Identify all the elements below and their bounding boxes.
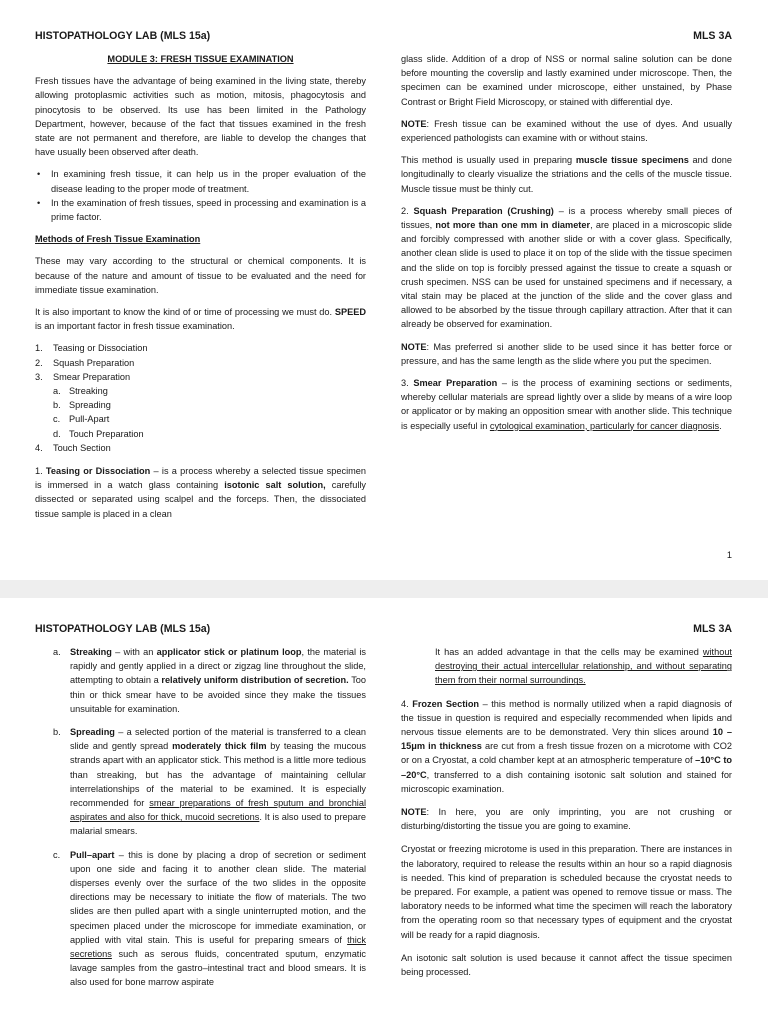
bullet-item: • In the examination of fresh tissues, speed in processing and examination is a prime factor.	[51, 196, 366, 224]
streaking-item: a. Streaking – with an applicator stick or platinum loop, the material is rapidly and gently applied in a direct or zigzag line throughout the slide, attempting to obtain a relatively uniform distribution of secretion. Too thin or thick smear have to be avoided since they make the tissues unsuitable for examination.	[53, 647, 367, 714]
right-column	[401, 52, 732, 441]
page-header-right: MLS 3A	[693, 30, 732, 42]
list-item: 4. Touch Section	[35, 442, 111, 453]
page-separator	[0, 580, 768, 598]
module-title: MODULE 3: FRESH TISSUE EXAMINATION	[107, 54, 294, 64]
list-item: a. Streaking	[53, 386, 108, 397]
note-paragraph: NOTE: Mas preferred si another slide to be used since it has better force or pressure, and has the same length as the slide where you put the specimen.	[401, 341, 732, 366]
page-header-left: HISTOPATHOLOGY LAB (MLS 15a)	[35, 623, 211, 635]
spreading-item: b. Spreading – a selected portion of the material is transferred to a clean slide and gently spread moderately thick film by teasing the mucous strands apart with an applicator stick. This method is a little more tedious than streaking, but has the advantage of maintaining cellular interrelationships of the material to be examined. It is especially recommended for smear preparations of fresh sputum and bronchial aspirates and also for thick, mucoid secretions. It is also used to prepare malarial smears.	[53, 727, 367, 837]
frozen-section-paragraph: 4. Frozen Section – this method is normally utilized when a rapid diagnosis of the tissue in question is required and especially recommended when lipids and nervous tissue elements are to be demonstrated. Very thin slices around 10 – 15μm in thickness are cut from a fresh tissue frozen on a microtome with CO2 or on a Cryostat, a cold chamber kept at an atmospheric temperature of –10°C to –20°C, transferred to a dish containing isotonic salt solution and stained for microscopic examination.	[401, 698, 732, 794]
methods-list	[35, 341, 366, 455]
section-title: Methods of Fresh Tissue Examination	[35, 234, 201, 245]
speed-paragraph: It is also important to know the kind of or time of processing we must do. SPEED is an important factor in fresh tissue examination.	[35, 307, 366, 332]
glass-slide-paragraph: glass slide. Addition of a drop of NSS or normal saline solution can be done before mounting the coverslip and lastly examined under microscope. Then, the specimen can be examined under microscope, either unstained, by Phase Contrast or Bright Field Microscopy, or stained with differential dye.	[401, 54, 732, 107]
bullet-item: • In examining fresh tissue, it can help us in the proper evaluation of the disease leading to the proper mode of treatment.	[51, 167, 366, 195]
list-item: 3. Smear Preparation	[35, 371, 131, 382]
isotonic-paragraph: An isotonic salt solution is used because it cannot affect the tissue specimen being processed.	[401, 952, 732, 978]
smear-paragraph: 3. Smear Preparation – is the process of examining sections or sediments, whereby cellular materials are spread lightly over a slide by means of a wire loop or applicator or by making an opposition smear with another slide. This technique is especially useful in cytological examination, particularly for cancer diagnosis.	[401, 378, 733, 431]
methods-paragraph: These may vary according to the structural or chemical components. It is because of the nature and amount of tissue to be evaluated and the need for immediate tissue examination.	[35, 256, 366, 295]
squash-paragraph: 2. Squash Preparation (Crushing) – is a process whereby small pieces of tissues, not more than one mm in diameter, are placed in a microscopic slide and forcibly compressed with another slide or with a cover glass. Specifically, another clean slide is used to place it on top of the slide with the tissue specimen and the slide on top is forcibly pressed against the tissue to create a squash or crush specimen. NSS can be used for unstained specimens and if necessary, a vital stain may be placed at the junction of the slide and the cover glass and allowed to be absorbed by the tissue through capillary attraction. After that it can already be observed for examination.	[401, 205, 733, 330]
list-item: 1. Teasing or Dissociation	[35, 343, 148, 354]
pull-apart-item: c. Pull–apart – this is done by placing a drop of secretion or sediment upon one side and facing it to another clean slide. The material disperses evenly over the surface of the two slides in the opposite directions may be necessary to initiate the flow of materials. The two slides are then pulled apart with a single uninterrupted motion, and the specimen placed under the microscope for immediate examination, or applied with vital stain. This is useful for preparing smears of thick secretions such as serous fluids, concentrated sputum, enzymatic lavage samples from the gastro–intestinal tract and blood smears. It is also used for bone marrow aspirate	[53, 849, 366, 988]
note-paragraph: NOTE: In here, you are only imprinting, you are not crushing or disturbing/distorting the tissue you are going to examine.	[401, 807, 732, 832]
list-item: d. Touch Preparation	[53, 428, 144, 439]
intro-paragraph: Fresh tissues have the advantage of being examined in the living state, thereby allowing protoplasmic activities such as motion, mitosis, phagocytosis and pinocytosis to be observed. Its use has been limited in the Pathology Department, however, because of the fact that tissues examined in the fresh state are not permanent and therefore, are liable to develop the changes that have usually been observed after death.	[35, 76, 366, 158]
left-column	[35, 52, 366, 529]
cryostat-paragraph: Cryostat or freezing microtome is used in this preparation. There are instances in the laboratory, required to release the results within an hour so a rapid diagnosis is needed. This kind of preparation is scheduled because the cryostat needs to be prepared. For example, a patient was opened to remove tissue or mass. The laboratory needs to be informed what time the specimen will reach the laboratory from the operating room so that necessary types of equipment and the cryostat will be ready for a rapid diagnosis.	[401, 844, 732, 940]
list-item: 2. Squash Preparation	[35, 357, 135, 368]
page-header-right: MLS 3A	[693, 623, 732, 635]
page-header-left: HISTOPATHOLOGY LAB (MLS 15a)	[35, 30, 211, 42]
right-column	[401, 645, 732, 988]
document-page-2	[0, 598, 768, 1024]
left-column	[35, 645, 366, 999]
list-item: c. Pull-Apart	[53, 414, 110, 425]
list-item: b. Spreading	[53, 400, 111, 411]
advantage-paragraph: It has an added advantage in that the cells may be examined without destroying their actual intercellular relationship, and without separating them from their normal surroundings.	[435, 647, 732, 686]
muscle-paragraph: This method is usually used in preparing muscle tissue specimens and done longitudinally to clearly visualize the striations and the cells of the muscle tissue. Muscle tissue must be thinly cut.	[401, 155, 732, 194]
page-number: 1	[726, 550, 732, 560]
teasing-paragraph: 1. Teasing or Dissociation – is a process whereby a selected tissue specimen is immersed in a watch glass containing isotonic salt solution, carefully dissected or separated using scalpel and the forceps. Then, the dissociated tissue sample is placed in a clean	[35, 466, 367, 519]
bullet-list	[35, 167, 366, 224]
note-paragraph: NOTE: Fresh tissue can be examined without the use of dyes. And usually experienced pathologists can examine with or without stains.	[401, 118, 732, 144]
